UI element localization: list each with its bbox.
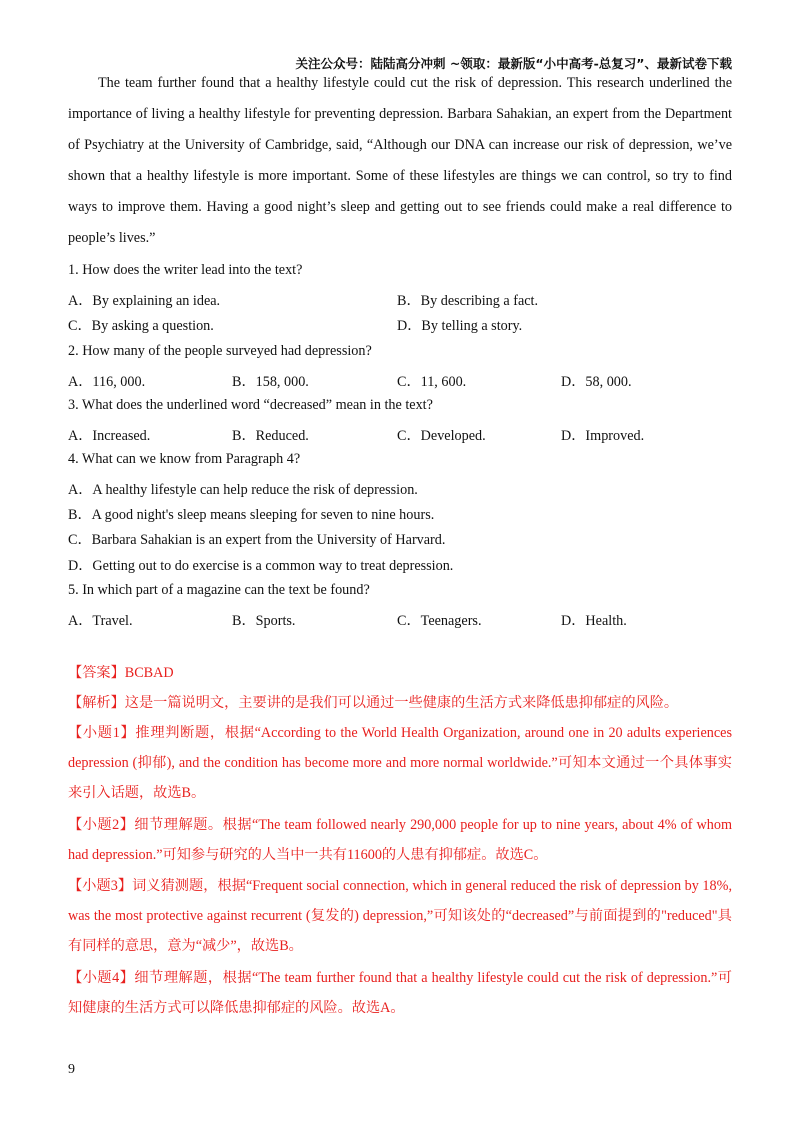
q2-option-b: B．158, 000. <box>232 374 309 390</box>
q4-option-d: D．Getting out to do exercise is a common way to treat depression. <box>68 558 454 574</box>
explanation-item-2: 【小题2】细节理解题。根据“The team followed nearly 290,000 people for up to nine years, about 4% of whom had depression.”可知参与研究的人当中一共有11600的人患有抑郁症。故选C。 <box>68 817 732 863</box>
q1-option-b: B．By describing a fact. <box>397 293 539 309</box>
page-header: 关注公众号：陆陆高分冲刺 ~领取：最新版“小中高考-总复习”、最新试卷下载 <box>295 56 732 71</box>
q2-option-a: A．116, 000. <box>68 374 146 390</box>
q4-option-c: C．Barbara Sahakian is an expert from the University of Harvard. <box>68 532 446 548</box>
q2-option-c: C．11, 600. <box>397 374 467 390</box>
q3-option-c: C．Developed. <box>397 428 486 444</box>
passage-paragraph: The team further found that a healthy lifestyle could cut the risk of depression. This research underlined the importance of living a healthy lifestyle for preventing depression. Barbara Sahakian, an expert from the Department of Psychiatry at the University of Cambridge, said, “Although our DNA can increase our risk of depression, we’ve shown that a healthy lifestyle is more important. Some of these lifestyles are things we can control, so try to find ways to improve them. Having a good night’s sleep and getting out to see friends could make a real difference to people’s lives.” <box>68 75 732 246</box>
q3-option-d: D．Improved. <box>561 428 645 444</box>
explanation-item-1: 【小题1】推理判断题，根据“According to the World Health Organization, around one in 20 adults experiences depression (抑郁), and the condition has become more and more normal worldwide.”可知本文通过一个具体事实来引入话题，故选B。 <box>68 725 732 801</box>
q5-option-b: B．Sports. <box>232 613 296 629</box>
question-4-stem: 4. What can we know from Paragraph 4? <box>68 451 301 467</box>
q2-option-d: D．58, 000. <box>561 374 632 390</box>
q3-option-a: A．Increased. <box>68 428 151 444</box>
q5-option-a: A．Travel. <box>68 613 133 629</box>
explanation-item-4: 【小题4】细节理解题，根据“The team further found that a healthy lifestyle could cut the risk of depression.”可知健康的生活方式可以降低患抑郁症的风险。故选A。 <box>68 970 732 1016</box>
q4-option-b: B．A good night's sleep means sleeping for seven to nine hours. <box>68 507 435 523</box>
q1-option-a: A．By explaining an idea. <box>68 293 221 309</box>
q5-option-d: D．Health. <box>561 613 627 629</box>
q5-option-c: C．Teenagers. <box>397 613 482 629</box>
page-number: 9 <box>68 1062 75 1077</box>
q1-option-c: C．By asking a question. <box>68 318 214 334</box>
q4-option-a: A．A healthy lifestyle can help reduce the risk of depression. <box>68 482 418 498</box>
answer-line: 【答案】BCBAD <box>68 665 174 681</box>
q1-option-d: D．By telling a story. <box>397 318 523 334</box>
question-5-stem: 5. In which part of a magazine can the text be found? <box>68 582 370 598</box>
question-3-stem: 3. What does the underlined word “decreased” mean in the text? <box>68 397 433 413</box>
question-2-stem: 2. How many of the people surveyed had depression? <box>68 343 372 359</box>
q3-option-b: B．Reduced. <box>232 428 309 444</box>
question-1-stem: 1. How does the writer lead into the text? <box>68 262 303 278</box>
explanation-item-3: 【小题3】词义猜测题，根据“Frequent social connection, which in general reduced the risk of depression by 18%, was the most protective against recurrent (复发的) depression,”可知该处的“decreased”与前面提到的"reduced"具有同样的意思，意为“减少”，故选B。 <box>68 878 732 954</box>
analysis-line: 【解析】这是一篇说明文，主要讲的是我们可以通过一些健康的生活方式来降低患抑郁症的风险。 <box>68 695 679 711</box>
